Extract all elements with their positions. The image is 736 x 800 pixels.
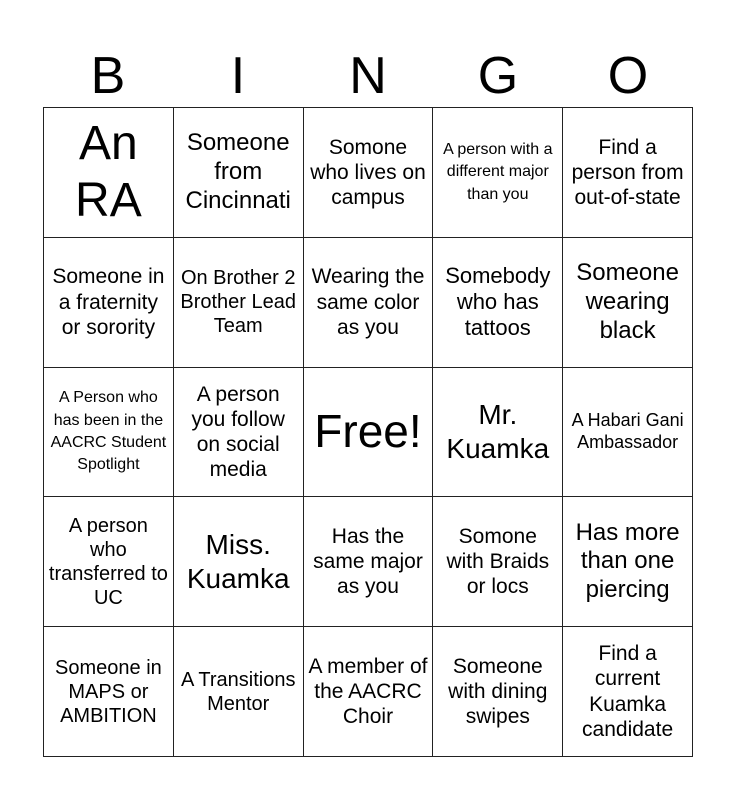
bingo-cell-r3-c5[interactable]: A Habari Gani Ambassador <box>563 368 693 498</box>
header-letter-n: N <box>349 47 387 105</box>
bingo-cell-r3-c2[interactable]: A person you follow on social media <box>174 368 304 498</box>
bingo-cell-r4-c1[interactable]: A person who transferred to UC <box>44 497 174 627</box>
bingo-cell-r1-c1[interactable]: An RA <box>44 108 174 238</box>
bingo-cell-r5-c2[interactable]: A Transitions Mentor <box>174 627 304 757</box>
bingo-cell-r1-c4[interactable]: A person with a different major than you <box>433 108 563 238</box>
bingo-cell-r1-c5[interactable]: Find a person from out-of-state <box>563 108 693 238</box>
header-letter-b: B <box>90 47 126 105</box>
bingo-cell-r2-c1[interactable]: Someone in a fraternity or sorority <box>44 238 174 368</box>
bingo-cell-r5-c4[interactable]: Someone with dining swipes <box>433 627 563 757</box>
header-letter-i: I <box>230 47 246 105</box>
bingo-cell-r5-c1[interactable]: Someone in MAPS or AMBITION <box>44 627 174 757</box>
bingo-cell-r2-c2[interactable]: On Brother 2 Brother Lead Team <box>174 238 304 368</box>
bingo-cell-r1-c3[interactable]: Somone who lives on campus <box>304 108 434 238</box>
bingo-cell-r4-c3[interactable]: Has the same major as you <box>304 497 434 627</box>
bingo-cell-free[interactable]: Free! <box>304 368 434 498</box>
bingo-cell-r5-c5[interactable]: Find a current Kuamka candidate <box>563 627 693 757</box>
bingo-cell-r4-c2[interactable]: Miss. Kuamka <box>174 497 304 627</box>
bingo-cell-r2-c5[interactable]: Someone wearing black <box>563 238 693 368</box>
bingo-cell-r4-c5[interactable]: Has more than one piercing <box>563 497 693 627</box>
bingo-header <box>43 46 693 106</box>
bingo-cell-r4-c4[interactable]: Somone with Braids or locs <box>433 497 563 627</box>
bingo-cell-r3-c4[interactable]: Mr. Kuamka <box>433 368 563 498</box>
bingo-cell-r2-c3[interactable]: Wearing the same color as you <box>304 238 434 368</box>
bingo-grid <box>43 107 693 757</box>
header-letter-g: G <box>477 47 519 105</box>
bingo-cell-r1-c2[interactable]: Someone from Cincinnati <box>174 108 304 238</box>
bingo-cell-r3-c1[interactable]: A Person who has been in the AACRC Student Spotlight <box>44 368 174 498</box>
header-letter-o: O <box>607 47 649 105</box>
bingo-cell-r2-c4[interactable]: Somebody who has tattoos <box>433 238 563 368</box>
bingo-cell-r5-c3[interactable]: A member of the AACRC Choir <box>304 627 434 757</box>
